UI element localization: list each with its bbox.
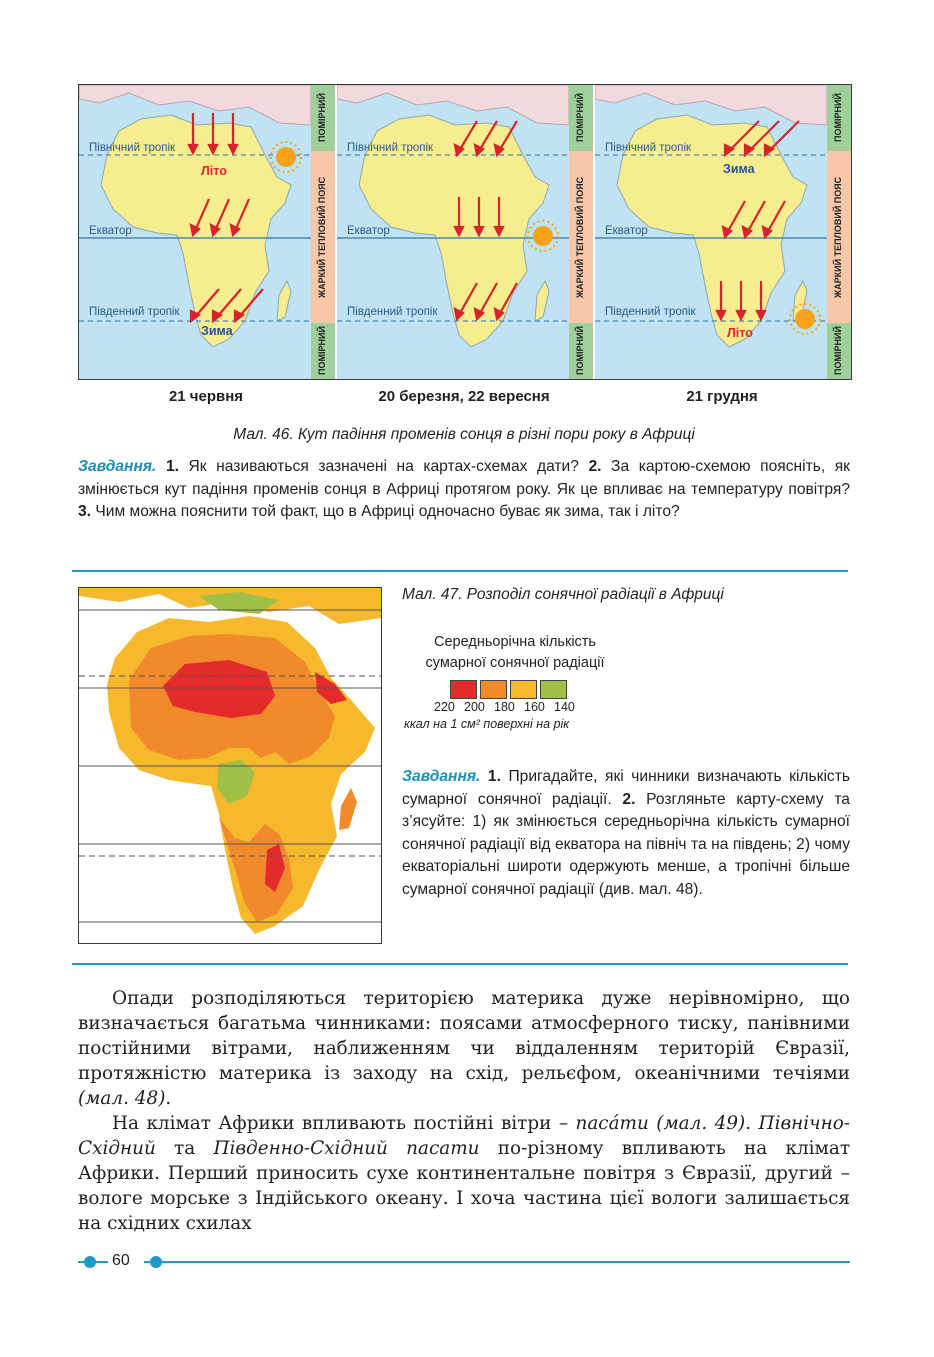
task-text: За картою-схемою поясніть, як змінюється кут падіння променів сонця в Африці протягом року. Як це впливає на температуру повітря? xyxy=(78,458,850,498)
task-num: 3. xyxy=(78,503,92,520)
date-label-equinox: 20 березня, 22 вересня xyxy=(378,388,550,405)
task-text: Як називаються зазначені на картах-схемах дати? xyxy=(178,458,589,475)
legend-title-line-2: сумарної сонячної радіації xyxy=(425,655,605,671)
season-label-bottom: Літо xyxy=(727,326,753,340)
map-panel-equinox xyxy=(337,85,593,379)
map-panel-june xyxy=(79,85,335,379)
equator-label: Екватор xyxy=(347,225,390,237)
legend-value: 220 xyxy=(434,700,455,714)
task-num: 2. xyxy=(588,458,602,475)
legend-value: 160 xyxy=(524,700,545,714)
date-label-june: 21 червня xyxy=(168,388,244,405)
legend-swatch-160-140 xyxy=(540,680,567,699)
term-ne: Північно-Східний xyxy=(78,1113,850,1159)
task-num: 1. xyxy=(165,458,179,475)
task-text: Розгляньте карту-схему та з’ясуйте: 1) як змінюється середньорічна кількість сумарної сонячної радіації від екватора на північ та на південь; 2) чому екваторіальні широти одержують менше, а тропічні більше сумарної сонячної радіації (див. мал. 48). xyxy=(402,790,850,898)
belt-temperate-north: ПОМІРНИЙ xyxy=(317,93,327,143)
legend-swatch-200-180 xyxy=(480,680,507,699)
south-tropic-label: Південний тропік xyxy=(89,306,180,318)
task-text: Пригадайте, які чинники визначають кількість сумарної сонячної радіації. xyxy=(402,768,850,808)
equator-label: Екватор xyxy=(605,225,648,237)
task-2 xyxy=(402,766,850,901)
north-tropic-label: Північний тропік xyxy=(605,142,692,154)
belt-temperate-south: ПОМІРНИЙ xyxy=(317,326,327,376)
task-1 xyxy=(78,456,850,524)
paragraph-2: На клімат Африки впливають постійні вітри – пасáти (мал. 49). Північно-Східний та Південно-Східний пасати по-різному впливають на клімат Африки. Перший приносить сухе континентальне повітря з Євразії, другий – вологе морське з Індійського океану. І хоча частина цієї вологи залишається на східних схилах xyxy=(78,1113,850,1234)
legend-swatch-180-160 xyxy=(510,680,537,699)
season-label-bottom: Зима xyxy=(201,324,233,338)
south-tropic-label: Південний тропік xyxy=(347,306,438,318)
figure-46-maps xyxy=(78,84,852,380)
paragraph-1: Опади розподіляються територією материка дуже нерівномірно, що визначається багатьма чинниками: поясами атмосферного тиску, панівними постійними вітрами, наближенням чи віддаленням територій Євразії, протяжністю материка із заходу на схід, рельєфом, океанічними течіями (мал. 48). xyxy=(78,988,850,1109)
belt-hot: ЖАРКИЙ ТЕПЛОВИЙ ПОЯС xyxy=(317,176,327,298)
term-passaty: пасáти (мал. 49) xyxy=(575,1113,746,1134)
north-tropic-label: Північний тропік xyxy=(347,142,434,154)
figure-47-caption: Мал. 47. Розподіл сонячної радіації в Африці xyxy=(402,586,724,603)
belt-hot: ЖАРКИЙ ТЕПЛОВИЙ ПОЯС xyxy=(833,176,843,298)
footer-ornament xyxy=(78,1252,850,1272)
divider-top xyxy=(72,570,848,572)
map-panel-december xyxy=(595,85,851,379)
legend-unit: ккал на 1 см² поверхні на рік xyxy=(404,717,570,731)
legend-value: 180 xyxy=(494,700,515,714)
date-label-december: 21 грудня xyxy=(686,388,758,405)
legend-swatch-220-200 xyxy=(450,680,477,699)
term-se: Південно-Східний пасати xyxy=(213,1138,480,1159)
task-heading: Завдання. xyxy=(402,768,481,785)
task-num: 2. xyxy=(622,790,636,808)
task-num: 1. xyxy=(487,768,501,785)
figure-47-map xyxy=(78,587,382,944)
equator-label: Екватор xyxy=(89,225,132,237)
legend-title-line-1: Середньорічна кількість xyxy=(434,634,596,650)
legend-swatches xyxy=(450,680,570,698)
task-heading: Завдання. xyxy=(78,458,157,475)
belt-temperate-south: ПОМІРНИЙ xyxy=(575,326,585,376)
figure-46-caption: Мал. 46. Кут падіння променів сонця в різні пори року в Африці xyxy=(233,426,695,443)
page-footer xyxy=(78,1252,850,1272)
south-tropic-label: Південний тропік xyxy=(605,306,696,318)
page-number: 60 xyxy=(112,1252,130,1269)
season-label-top: Літо xyxy=(201,164,227,178)
divider-bottom xyxy=(72,963,848,965)
belt-temperate-north: ПОМІРНИЙ xyxy=(833,93,843,143)
belt-temperate-south: ПОМІРНИЙ xyxy=(833,326,843,376)
north-tropic-label: Північний тропік xyxy=(89,142,176,154)
legend-value: 200 xyxy=(464,700,485,714)
season-label-top: Зима xyxy=(723,162,755,176)
legend-value: 140 xyxy=(554,700,575,714)
figure-ref: (мал. 48) xyxy=(78,1088,166,1109)
belt-temperate-north: ПОМІРНИЙ xyxy=(575,93,585,143)
body-text xyxy=(78,986,850,1236)
task-text: Чим можна пояснити той факт, що в Африці одночасно буває як зима, так і літо? xyxy=(91,503,680,520)
legend-title xyxy=(400,632,630,674)
belt-hot: ЖАРКИЙ ТЕПЛОВИЙ ПОЯС xyxy=(575,176,585,298)
